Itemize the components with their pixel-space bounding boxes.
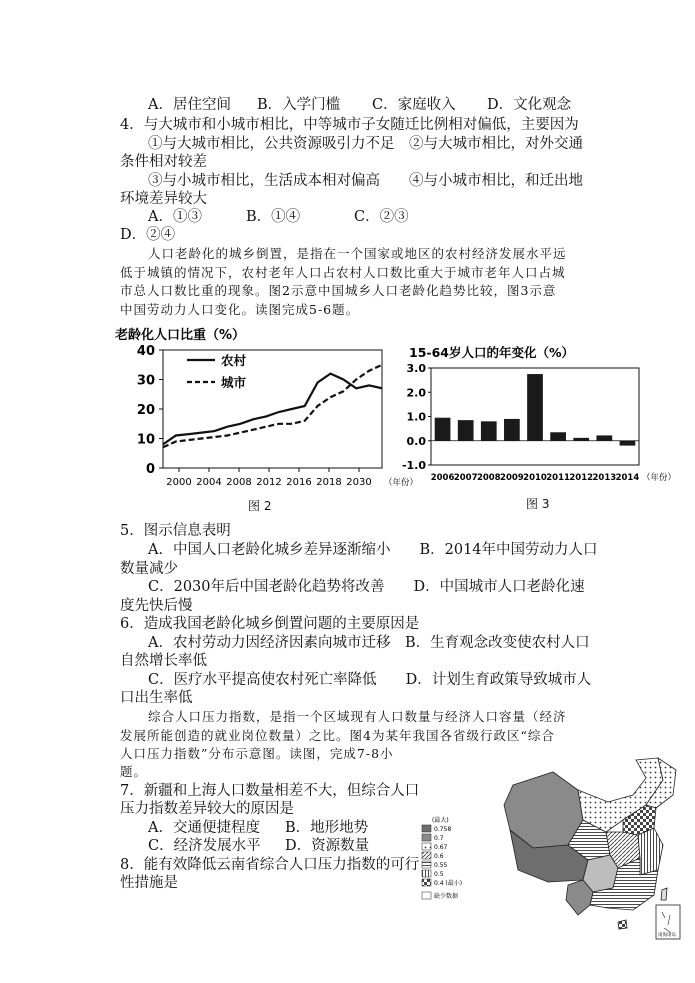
q3-option-b: B．入学门槛 bbox=[257, 97, 341, 113]
map-region-taiwan bbox=[661, 888, 667, 900]
fig3-bar-2012 bbox=[573, 438, 589, 441]
fig3-bar-2006 bbox=[435, 418, 451, 441]
legend-04-min: 0.4 (最小) bbox=[434, 880, 463, 887]
q5-line-2b: 度先快后慢 bbox=[120, 598, 193, 614]
fig3-xtick-label: 2007 bbox=[453, 473, 478, 483]
fig2-xtick-label: 2004 bbox=[196, 477, 222, 488]
q4-option-d: D．②④ bbox=[120, 227, 176, 243]
fig3-bar-2008 bbox=[481, 421, 497, 440]
fig3-title: 15-64岁人口的年变化（%） bbox=[409, 345, 575, 360]
q4-statement-1b: 条件相对较差 bbox=[120, 154, 207, 170]
intro1-line-1: 人口老龄化的城乡倒置，是指在一个国家或地区的农村经济发展水平远 bbox=[148, 246, 567, 261]
legend-no-data: 缺少数据 bbox=[434, 893, 459, 900]
fig2-xtick-label: 2030 bbox=[346, 477, 372, 488]
fig3-xtick-label: 2012 bbox=[569, 473, 594, 483]
legend-05: 0.5 bbox=[434, 871, 444, 878]
fig2-xtick-label: 2016 bbox=[286, 477, 312, 488]
fig3-xtick-label: 2013 bbox=[592, 473, 617, 483]
fig4-china-map bbox=[418, 750, 683, 950]
fig2-legend-label-rural: 农村 bbox=[221, 353, 247, 368]
fig3-bar-2009 bbox=[504, 419, 520, 441]
q7-option-a: A．交通便捷程度 bbox=[148, 820, 260, 836]
legend-max: (最大) bbox=[432, 817, 449, 824]
map-region-east bbox=[638, 828, 663, 875]
q5-line-2: C．2030年后中国老龄化趋势将改善 D．中国城市人口老龄化速 bbox=[148, 579, 585, 595]
legend-06: 0.6 bbox=[434, 853, 444, 860]
fig3-caption: 图 3 bbox=[526, 497, 550, 511]
q3-option-a: A．居住空间 bbox=[148, 97, 231, 113]
fig2-ytick-label: 40 bbox=[136, 344, 155, 359]
fig3-bar-2011 bbox=[550, 432, 566, 440]
q5-line-1b: 数量减少 bbox=[120, 561, 178, 577]
q7-option-d: D．资源数量 bbox=[285, 838, 370, 854]
fig2-legend-label-urban: 城市 bbox=[221, 375, 247, 390]
q4-option-a: A．①③ bbox=[148, 209, 202, 225]
q6-line-2b: 口出生率低 bbox=[120, 690, 193, 706]
fig2-ytick-label: 30 bbox=[136, 373, 155, 389]
fig2-ytick-label: 10 bbox=[136, 432, 155, 448]
map-inset-label: 南海诸岛 bbox=[658, 933, 676, 938]
fig2-ytick-label: 20 bbox=[136, 403, 155, 418]
fig3-bar-2007 bbox=[458, 420, 474, 441]
q5-line-1: A．中国人口老龄化城乡差异逐渐缩小 B．2014年中国劳动力人口 bbox=[148, 542, 598, 558]
fig2-xaxis-label: （年份） bbox=[384, 478, 419, 488]
fig3-xtick-label: 2011 bbox=[546, 473, 570, 483]
q6-line-2: C．医疗水平提高使农村死亡率降低 D．计划生育政策导致城市人 bbox=[148, 672, 592, 688]
fig3-xtick-label: 2006 bbox=[430, 473, 455, 483]
intro2-line-4: 题。 bbox=[120, 764, 148, 779]
fig4-legend bbox=[422, 816, 462, 900]
fig3-bar-2013 bbox=[596, 435, 612, 440]
q4-statement-2b: 环境差异较大 bbox=[120, 191, 207, 207]
q7-stem: 7．新疆和上海人口数量相差不大，但综合人口 bbox=[120, 783, 420, 799]
fig2-xtick-label: 2018 bbox=[316, 477, 342, 488]
fig3-ytick-label: -1.0 bbox=[401, 459, 426, 472]
q7-stem-b: 压力指数差异较大的原因是 bbox=[120, 801, 294, 817]
q6-line-1: A．农村劳动力因经济因素向城市迁移 B．生育观念改变使农村人口 bbox=[148, 635, 590, 651]
fig3-ytick-label: 1.0 bbox=[406, 410, 426, 424]
fig2-xtick-label: 2012 bbox=[256, 477, 282, 488]
q4-option-c: C．②③ bbox=[354, 209, 409, 225]
intro1-line-4: 中国劳动力人口变化。读图完成5-6题。 bbox=[120, 302, 360, 317]
fig3-bar-2010 bbox=[527, 374, 543, 441]
intro2-line-3: 人口压力指数”分布示意图。读图，完成7-8小 bbox=[120, 746, 394, 761]
fig3-bar-2014 bbox=[620, 441, 636, 446]
fig2-xtick-label: 2000 bbox=[166, 477, 192, 488]
fig2-series-urban-line bbox=[163, 365, 382, 448]
fig2-ytick-label: 0 bbox=[145, 462, 155, 477]
fig3-ytick-label: 3.0 bbox=[406, 362, 426, 375]
intro2-line-2: 发展所能创造的就业岗位数量）之比。图4为某年我国各省级行政区“综合 bbox=[120, 728, 555, 743]
fig3-ytick-label: 0.0 bbox=[406, 434, 426, 448]
fig2-title: 老龄化人口比重（%） bbox=[115, 328, 246, 343]
q4-stem: 4．与大城市和小城市相比，中等城市子女随迁比例相对偏低，主要因为 bbox=[120, 117, 579, 133]
q7-option-c: C．经济发展水平 bbox=[148, 838, 261, 854]
fig3-xaxis-label: （年份） bbox=[642, 473, 677, 483]
legend-0758: 0.758 bbox=[434, 826, 452, 833]
fig3-bar-chart bbox=[393, 343, 688, 493]
fig3-xtick-label: 2009 bbox=[500, 473, 524, 483]
legend-055: 0.55 bbox=[434, 862, 448, 869]
legend-07: 0.7 bbox=[434, 835, 444, 842]
fig3-xtick-label: 2008 bbox=[476, 473, 501, 483]
fig2-line-chart bbox=[115, 323, 419, 513]
intro2-line-1: 综合人口压力指数，是指一个区域现有人口数量与经济人口容量（经济 bbox=[148, 709, 567, 724]
intro1-line-2: 低于城镇的情况下，农村老年人口占农村人口数比重大于城市老年人口占城 bbox=[120, 265, 566, 280]
q3-option-d: D．文化观念 bbox=[487, 97, 572, 113]
map-region-hainan bbox=[618, 920, 627, 929]
q6-line-1b: 自然增长率低 bbox=[120, 653, 207, 669]
intro1-line-3: 市总人口数比重的现象。图2示意中国城乡人口老龄化趋势比较，图3示意 bbox=[120, 283, 557, 298]
q3-option-c: C．家庭收入 bbox=[372, 97, 456, 113]
q4-statement-2: ③与小城市相比，生活成本相对偏高 ④与小城市相比，和迁出地 bbox=[148, 173, 583, 189]
fig2-caption: 图 2 bbox=[248, 499, 272, 513]
fig2-xtick-label: 2008 bbox=[226, 477, 252, 488]
q7-option-b: B．地形地势 bbox=[285, 820, 369, 836]
fig3-ytick-label: 2.0 bbox=[406, 386, 426, 400]
q8-stem: 8．能有效降低云南省综合人口压力指数的可行 bbox=[120, 857, 420, 873]
fig2-plot-frame bbox=[163, 350, 382, 468]
fig2-series-rural-line bbox=[163, 374, 382, 445]
fig3-xtick-label: 2014 bbox=[615, 473, 640, 483]
q4-option-b: B．①④ bbox=[246, 209, 301, 225]
legend-067: 0.67 bbox=[434, 844, 448, 851]
q4-statement-1: ①与大城市相比，公共资源吸引力不足 ②与大城市相比，对外交通 bbox=[148, 136, 583, 152]
q5-stem: 5．图示信息表明 bbox=[120, 523, 231, 539]
fig3-xtick-label: 2010 bbox=[523, 473, 547, 483]
q6-stem: 6．造成我国老龄化城乡倒置问题的主要原因是 bbox=[120, 616, 420, 632]
q8-stem-b: 性措施是 bbox=[120, 875, 178, 891]
